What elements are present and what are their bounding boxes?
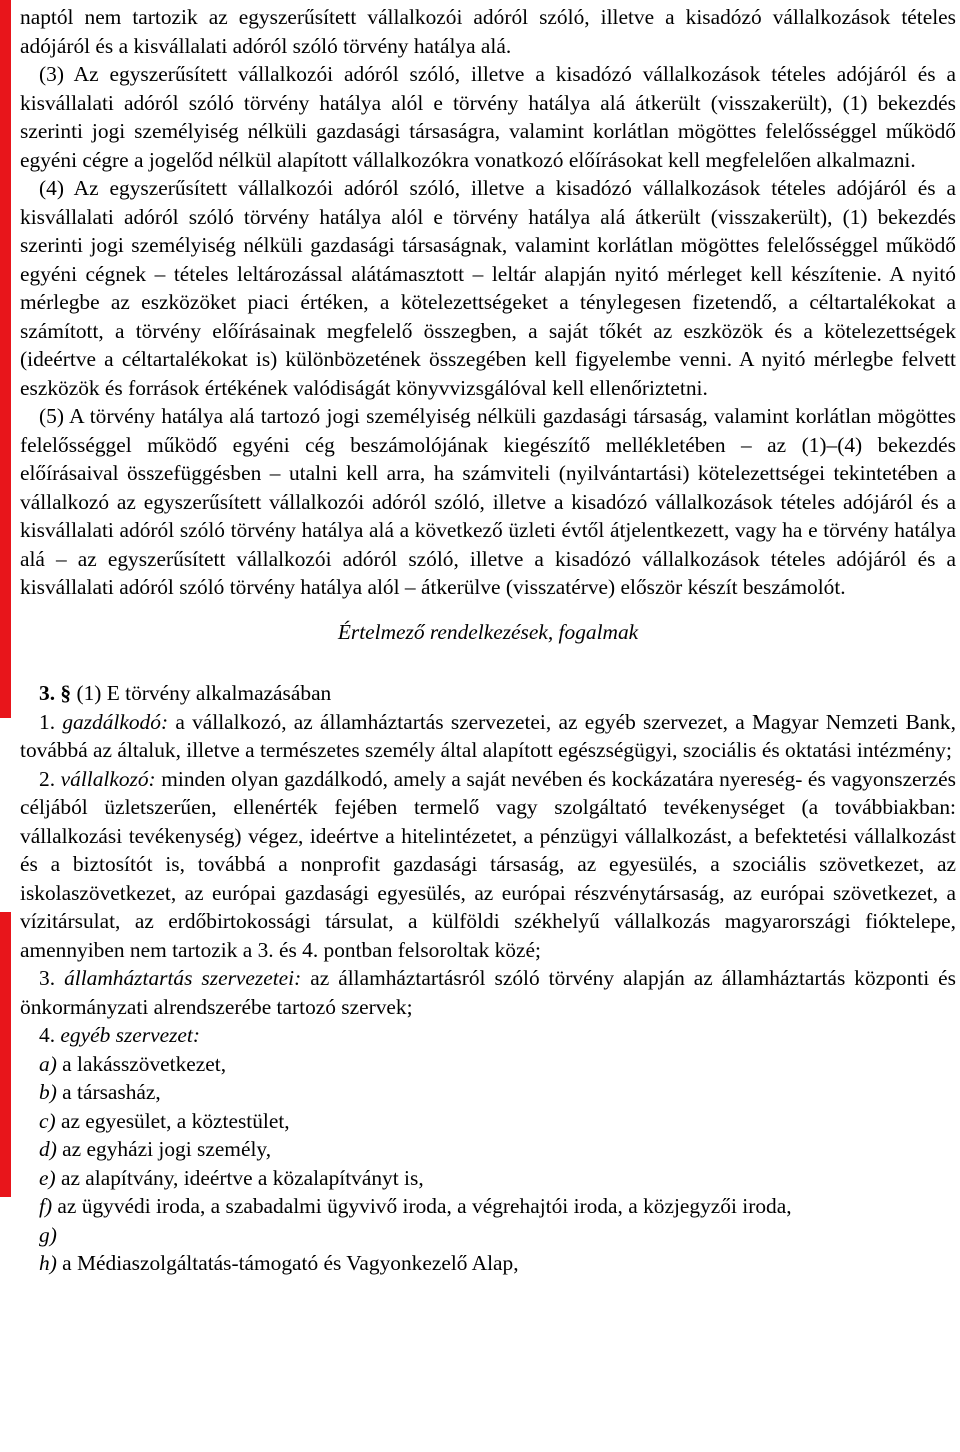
definition-2	[20, 765, 956, 965]
subitem-letter: c)	[39, 1108, 56, 1133]
subitem-letter: a)	[39, 1051, 57, 1076]
definition-text: a vállalkozó, az államháztartás szervezetei, az egyéb szervezet, a Magyar Nemzeti Bank, továbbá az általuk, illetve a természetes személy által alapított egészségügyi, szociális és oktatási intézmény;	[20, 709, 956, 762]
definition-number: 4.	[39, 1023, 56, 1047]
definition-4	[20, 1021, 956, 1050]
definition-3	[20, 964, 956, 1021]
paragraph-3: (3) Az egyszerűsített vállalkozói adóról szóló, illetve a kisadózó vállalkozások tételes adójáról és a kisvállalati adóról szóló törvény hatálya alól e törvény hatálya alá átkerült (visszakerült), (1) bekezdés szerinti jogi személyiség nélküli gazdasági társaságra, valamint korlátlan mögöttes felelősséggel működő egyéni cégre a jogelőd nélkül alapított vállalkozókra vonatkozó előírásokat kell megfelelően alkalmazni.	[20, 62, 956, 172]
subitem-f	[20, 1192, 956, 1221]
subitem-text: a társasház,	[56, 1080, 161, 1104]
definition-text: minden olyan gazdálkodó, amely a saját nevében és kockázatára nyereség- és vagyonszerzés céljából üzletszerűen, ellenérték fejében termelő vagy szolgáltató tevékenységet (a továbbiakban: vállalkozási tevékenység) végez, ideértve a hitelintézetet, a pénzügyi vállalkozást, a befektetési vállalkozást és a biztosítót is, továbbá a nonprofit gazdasági társaság, az egyesülés, a szociális szövetkezet, az iskolaszövetkezet, az európai gazdasági egyesülés, az európai részvénytársaság, az európai szövetkezet, a vízitársulat, az erdőbirtokossági társulat, a külföldi székhelyű vállalkozás magyarországi fióktelepe, amennyiben nem tartozik a 3. és 4. pontban felsoroltak közé;	[20, 766, 956, 962]
definition-number: 2.	[39, 766, 56, 791]
document-page	[20, 3, 956, 1278]
continuation-paragraph: naptól nem tartozik az egyszerűsített vállalkozói adóról szóló, illetve a kisadózó vállalkozások tételes adójáról és a kisvállalati adóról szóló törvény hatálya alá.	[20, 5, 956, 58]
subitem-e	[20, 1164, 956, 1193]
change-bar-top	[0, 0, 11, 718]
definition-number: 3.	[39, 966, 56, 990]
definition-term: egyéb szervezet:	[60, 1023, 200, 1047]
subitem-text: az alapítvány, ideértve a közalapítványt is,	[55, 1165, 424, 1190]
subitem-d	[20, 1135, 956, 1164]
subitem-h	[20, 1249, 956, 1278]
subitem-text: az egyházi jogi személy,	[56, 1137, 272, 1161]
section-intro: (1) E törvény alkalmazásában	[76, 681, 332, 705]
paragraph-5: (5) A törvény hatálya alá tartozó jogi személyiség nélküli gazdasági társaság, valamint korlátlan mögöttes felelősséggel működő egyéni cég beszámolójának kiegészítő mellékletében – az (1)–(4) bekezdés előírásaival összefüggésben – utalni kell arra, ha számviteli (nyilvántartási) kötelezettségei tekintetében a vállalkozó az egyszerűsített vállalkozói adóról szóló, illetve a kisadózó vállalkozások tételes adójáról és a kisvállalati adóról szóló törvény hatálya alá a következő üzleti évtől átjelentkezett, vagy ha e törvény hatálya alá – az egyszerűsített vállalkozói adóról szóló, illetve a kisadózó vállalkozások tételes adójáról és a kisvállalati adóról szóló törvény hatálya alól – átkerülve (visszatérve) először készít beszámolót.	[20, 404, 956, 599]
subitem-letter: d)	[39, 1137, 57, 1161]
definition-number: 1.	[39, 709, 56, 734]
subitem-letter: f)	[39, 1194, 53, 1218]
change-bar-middle	[0, 912, 11, 1197]
definition-text: az államháztartásról szóló törvény alapján az államháztartás központi és önkormányzati alrendszerébe tartozó szervek;	[20, 966, 956, 1019]
subitem-c	[20, 1107, 956, 1136]
subitem-a	[20, 1050, 956, 1079]
definition-1	[20, 708, 956, 765]
definition-term: államháztartás szervezetei:	[64, 966, 302, 990]
section-symbol: §	[60, 681, 72, 705]
subitem-b	[20, 1078, 956, 1107]
subitem-letter: h)	[39, 1251, 57, 1275]
section-3-header	[20, 679, 956, 708]
subitem-text: a lakásszövetkezet,	[56, 1051, 227, 1076]
subitem-text: az ügyvédi iroda, a szabadalmi ügyvivő iroda, a végrehajtói iroda, a közjegyzői iroda,	[52, 1194, 792, 1218]
section-heading: Értelmező rendelkezések, fogalmak	[337, 619, 639, 644]
subitem-letter: g)	[39, 1222, 57, 1247]
subitem-g	[20, 1221, 956, 1250]
subitem-letter: e)	[39, 1165, 56, 1190]
subitem-text: az egyesület, a köztestület,	[55, 1108, 290, 1133]
subitem-text: a Médiaszolgáltatás-támogató és Vagyonkezelő Alap,	[56, 1251, 519, 1275]
subitem-letter: b)	[39, 1080, 57, 1104]
definition-term: vállalkozó:	[60, 766, 156, 791]
section-number: 3.	[39, 681, 56, 705]
paragraph-4: (4) Az egyszerűsített vállalkozói adóról szóló, illetve a kisadózó vállalkozások tételes adójáról és a kisvállalati adóról szóló törvény hatálya alól e törvény hatálya alá átkerült (visszakerült), (1) bekezdés szerinti jogi személyiség nélküli gazdasági társaságnak, valamint korlátlan mögöttes felelősséggel működő egyéni cégnek – tételes leltározással alátámasztott – leltár alapján nyitó mérleget kell készítenie. A nyitó mérlegbe az eszközöket piaci értéken, a kötelezettségeket a ténylegesen fizetendő, a céltartalékokat a számított, a törvény előírásainak megfelelő összegben, a saját tőkét az eszközök és a kötelezettségek (ideértve a céltartalékokat is) különbözetének összegében kell figyelembe venni. A nyitó mérlegbe felvett eszközök és források értékének valódiságát könyvvizsgálóval kell ellenőriztetni.	[20, 176, 956, 400]
definition-term: gazdálkodó:	[62, 709, 169, 734]
